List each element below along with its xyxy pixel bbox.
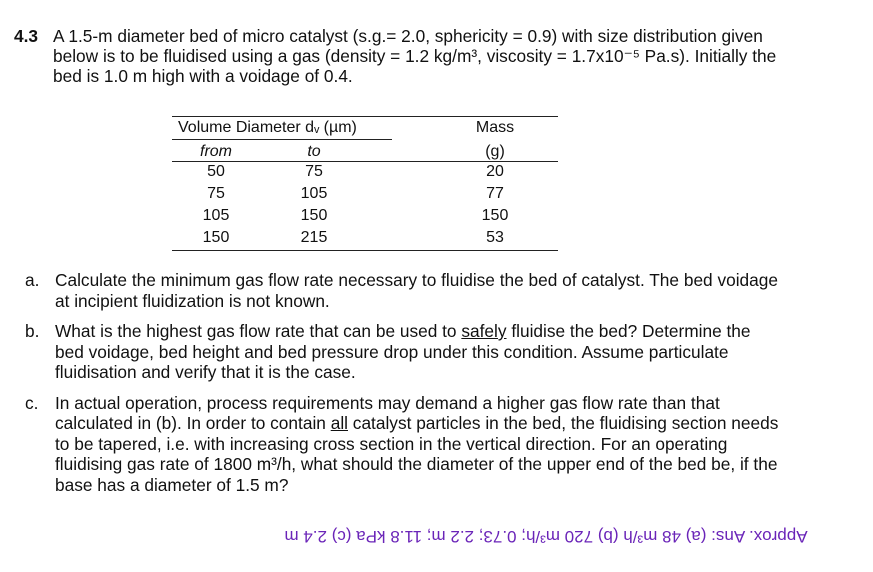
problem-number: 4.3 — [14, 26, 39, 46]
table-cell-mass: 20 — [486, 163, 504, 180]
part-line: In actual operation, process requirements may demand a higher gas flow rate than that — [55, 392, 720, 413]
question-part-b — [25, 321, 845, 383]
part-text: catalyst particles in the bed, the fluidising section needs — [348, 413, 779, 433]
question-part-c — [25, 393, 845, 496]
table-cell-to: 215 — [300, 229, 328, 246]
part-line: at incipient fluidization is not known. — [55, 290, 330, 311]
part-label: c. — [25, 392, 39, 413]
table-cell-mass: 53 — [486, 229, 504, 246]
header-volume-diameter: Volume Diameter dᵥ (µm) — [178, 119, 357, 136]
header-mass: Mass — [475, 119, 515, 136]
header-to: to — [307, 143, 321, 160]
problem-line: bed is 1.0 m high with a voidage of 0.4. — [53, 66, 353, 86]
part-line: to be tapered, i.e. with increasing cross section in the vertical direction. For an operating — [55, 433, 728, 454]
table-cell-mass: 150 — [481, 207, 509, 224]
table-cell-from: 150 — [202, 229, 230, 246]
approx-answer-upside-down: Approx. Ans: (a) 48 m³/h (b) 720 m³/h; 0.73; 2.2 m; 11.8 kPa (c) 2.4 m — [284, 527, 808, 546]
underlined-word: safely — [461, 321, 507, 341]
part-line — [55, 413, 845, 434]
table-cell-to: 150 — [300, 207, 328, 224]
part-text: calculated in (b). In order to contain — [55, 413, 331, 433]
part-line: fluidising gas rate of 1800 m³/h, what should the diameter of the upper end of the bed be, if the — [55, 454, 778, 474]
table-cell-to: 75 — [305, 163, 323, 180]
part-text: What is the highest gas flow rate that can be used to — [55, 321, 462, 341]
header-bottom-rule — [172, 161, 558, 162]
table-cell-from: 50 — [207, 163, 225, 180]
part-label: a. — [25, 270, 40, 290]
part-text: fluidise the bed? Determine the — [506, 321, 751, 341]
table-top-rule — [172, 116, 558, 117]
table-cell-from: 105 — [202, 207, 230, 224]
question-part-a — [25, 270, 845, 311]
problem-statement — [14, 26, 864, 86]
header-from: from — [200, 143, 232, 160]
header-sub-rule — [172, 139, 392, 140]
part-label: b. — [25, 321, 40, 341]
table-bottom-rule — [172, 250, 558, 251]
header-mass-unit: (g) — [485, 143, 505, 160]
part-line — [55, 321, 845, 342]
part-line: Calculate the minimum gas flow rate necessary to fluidise the bed of catalyst. The bed voidage — [55, 270, 779, 290]
part-line: base has a diameter of 1.5 m? — [55, 474, 289, 495]
problem-line: below is to be fluidised using a gas (density = 1.2 kg/m³, viscosity = 1.7x10⁻⁵ Pa.s). Initially the — [53, 46, 777, 66]
question-parts — [25, 270, 845, 505]
part-line: bed voidage, bed height and bed pressure drop under this condition. Assume particulate — [55, 341, 729, 362]
underlined-word: all — [330, 413, 348, 433]
problem-text — [53, 26, 864, 86]
problem-line: A 1.5-m diameter bed of micro catalyst (s.g.= 2.0, sphericity = 0.9) with size distribution given — [53, 26, 763, 46]
part-line: fluidisation and verify that it is the case. — [55, 362, 356, 382]
table-cell-to: 105 — [300, 185, 328, 202]
table-cell-from: 75 — [207, 185, 225, 202]
table-cell-mass: 77 — [486, 185, 504, 202]
